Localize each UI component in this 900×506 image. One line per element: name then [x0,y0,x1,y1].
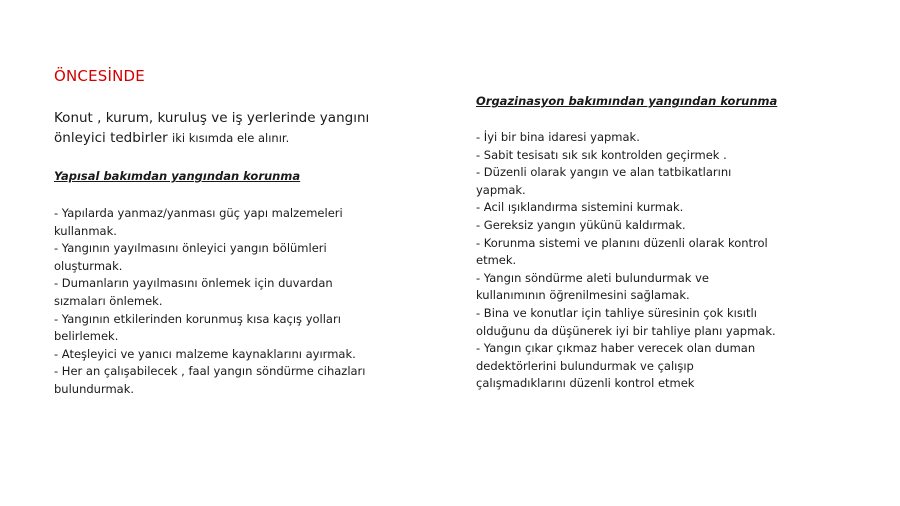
list-item: - Korunma sistemi ve planını düzenli olarak kontrol etmek. [476,235,768,268]
organizational-protection-heading: Orgazinasyon bakımından yangından korunma [476,94,778,108]
intro-main-text: Konut , kurum, kuruluş ve iş yerlerinde yangını önleyici tedbirler [54,110,370,146]
list-item: - Gereksiz yangın yükünü kaldırmak. [476,217,686,232]
list-item: - Düzenli olarak yangın ve alan tatbikatlarını yapmak. [476,165,732,197]
list-item: - Yangın söndürme aleti bulundurmak ve kullanımının öğrenilmesini sağlamak. [476,270,709,303]
list-item: - Ateşleyici ve yanıcı malzeme kaynaklarını ayırmak. [54,346,356,361]
intro-paragraph [54,108,384,148]
list-item: - Yapılarda yanmaz/yanması güç yapı malzemeleri kullanmak. [54,206,343,238]
organizational-protection-list [476,129,781,393]
structural-protection-list [54,205,374,399]
list-item: - Acil ışıklandırma sistemini kurmak. [476,200,684,215]
intro-tail-text: iki kısımda ele alınır. [172,131,290,145]
list-item: - İyi bir bina idaresi yapmak. [476,130,640,144]
list-item: - Dumanların yayılmasını önlemek için duvardan sızmaları önlemek. [54,276,333,308]
list-item: - Sabit tesisatı sık sık kontrolden geçirmek . [476,147,727,162]
list-item: - Yangın çıkar çıkmaz haber verecek olan duman dedektörlerini bulundurmak ve çalışıp çalışmadıklarını düzenli kontrol etmek [476,341,756,391]
list-item: - Her an çalışabilecek , faal yangın söndürme cihazları bulundurmak. [54,364,366,396]
structural-protection-heading: Yapısal bakımdan yangından korunma [54,169,301,183]
list-item: - Yangının yayılmasını önleyici yangın bölümleri oluşturmak. [54,241,327,273]
slide-title: ÖNCESİNDE [54,67,145,85]
list-item: - Yangının etkilerinden korunmuş kısa kaçış yolları belirlemek. [54,311,341,344]
list-item: - Bina ve konutlar için tahliye süresinin çok kısıtlı olduğunu da düşünerek iyi bir tahliye planı yapmak. [476,305,776,338]
